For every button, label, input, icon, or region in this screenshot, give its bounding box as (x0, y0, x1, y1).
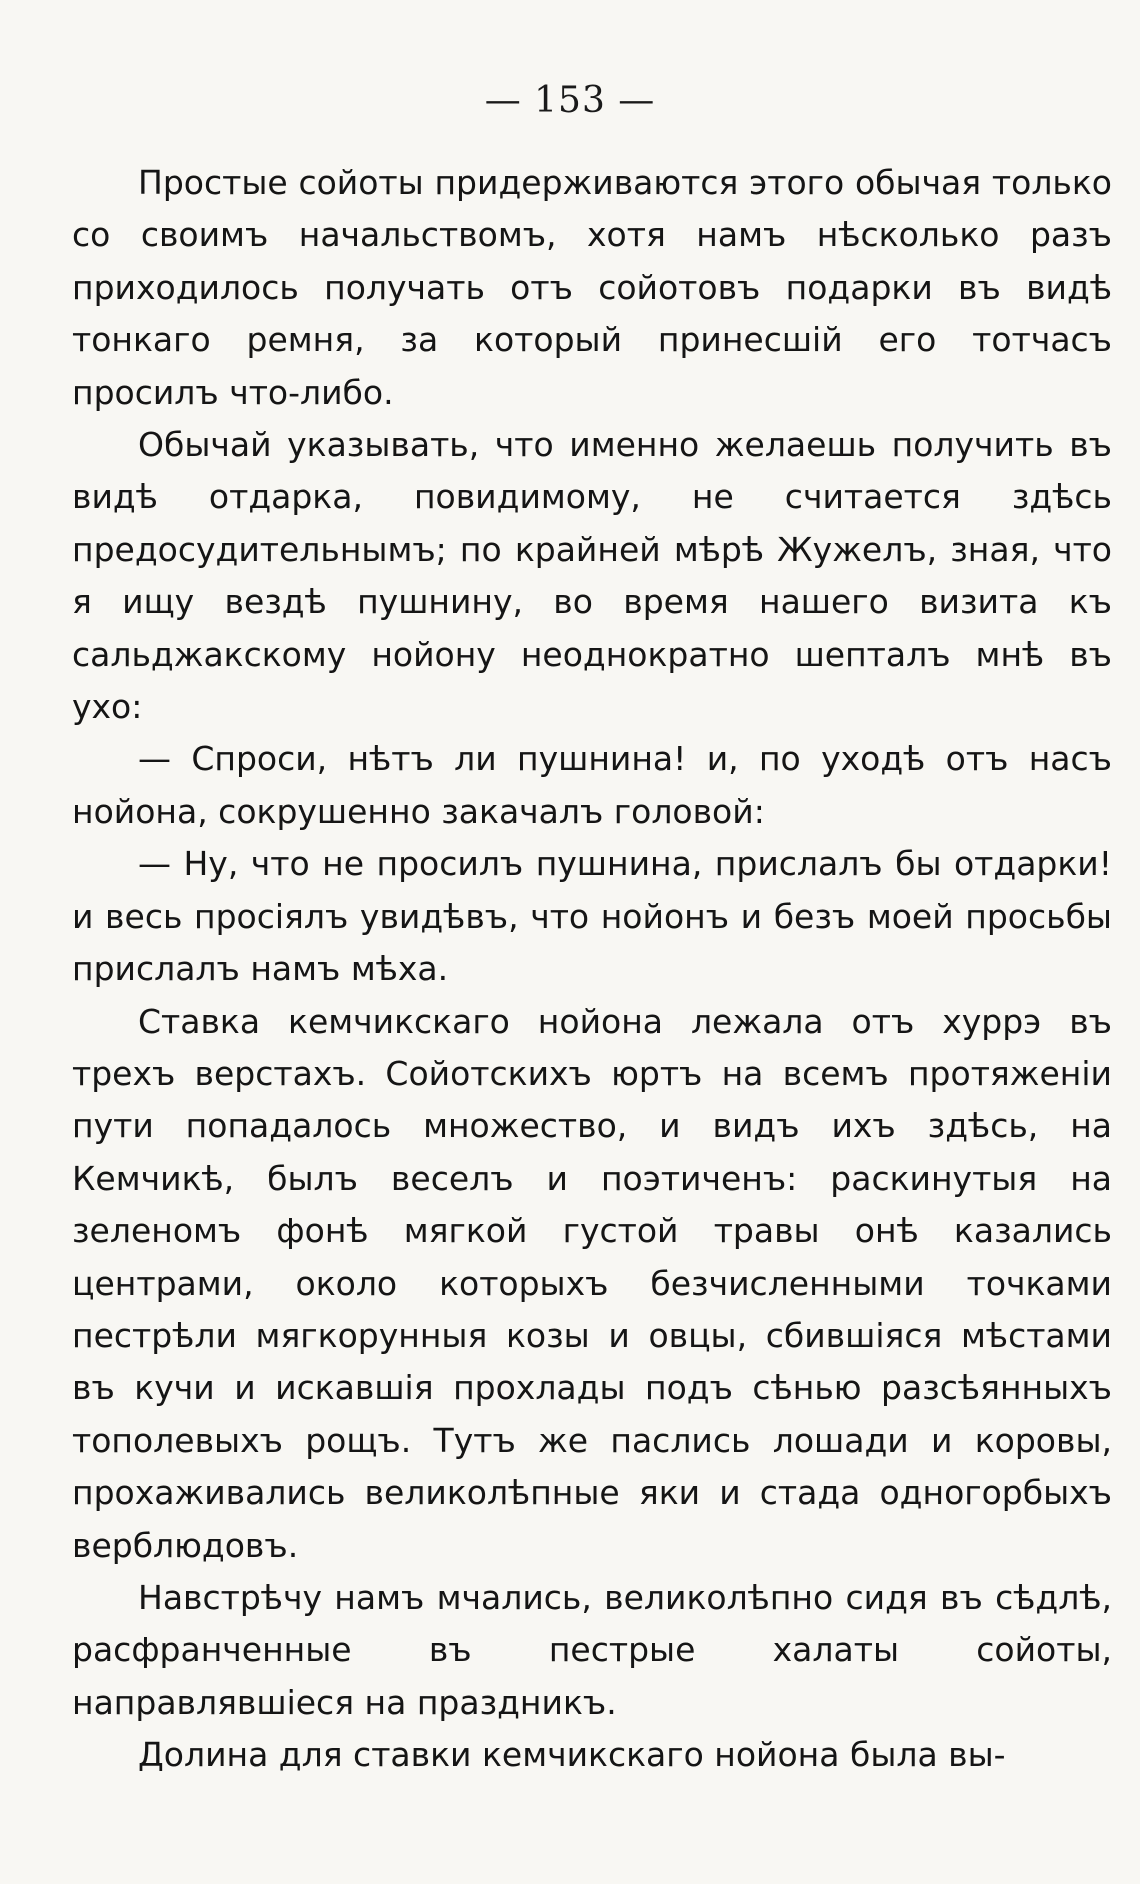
dialog-line-1: — Спроси, нѣтъ ли пушнина! и, по уходѣ отъ насъ нойона, сокрушенно закачалъ головой: (72, 739, 1112, 831)
page-text (72, 157, 1112, 1782)
paragraph-1: Простые сойоты придерживаются этого обычая только со своимъ начальствомъ, хотя намъ нѣсколько разъ приходилось получать отъ сойотовъ подарки въ видѣ тонкаго ремня, за который принесшiй его тотчасъ просилъ что-либо. (72, 163, 1112, 412)
page-number: — 153 — (484, 80, 656, 121)
paragraph-5: Долина для ставки кемчикскаго нойона была вы- (138, 1735, 1006, 1775)
paragraph-4: Навстрѣчу намъ мчались, великолѣпно сидя въ сѣдлѣ, расфранченные въ пестрые халаты сойоты, направлявшiеся на праздникъ. (72, 1577, 1112, 1722)
paragraph-2: Обычай указывать, что именно желаешь получить въ видѣ отдарка, повидимому, не считается здѣсь предосудительнымъ; по крайней мѣрѣ Жужелъ, зная, что я ищу вездѣ пушнину, во время нашего визита къ сальджакскому нойону неоднократно шепталъ мнѣ въ ухо: (72, 425, 1112, 727)
dialog-line-2: — Ну, что не просилъ пушнина, прислалъ бы отдарки! и весь просiялъ увидѣвъ, что нойонъ и безъ моей просьбы прислалъ намъ мѣха. (72, 844, 1112, 989)
paragraph-3: Ставка кемчикскаго нойона лежала отъ хуррэ въ трехъ верстахъ. Сойотскихъ юртъ на всемъ протяженiи пути попадалось множество, и видъ ихъ здѣсь, на Кемчикѣ, былъ веселъ и поэтиченъ: раскинутыя на зеленомъ фонѣ мягкой густой травы онѣ казались центрами, около которыхъ безчисленными точками пестрѣли мягкорунныя козы и овцы, сбившiяся мѣстами въ кучи и искавшiя прохлады подъ сѣнью разсѣянныхъ тополевыхъ рощъ. Тутъ же паслись лошади и коровы, прохаживались великолѣпные яки и стада одногорбыхъ верблюдовъ. (72, 1001, 1112, 1565)
